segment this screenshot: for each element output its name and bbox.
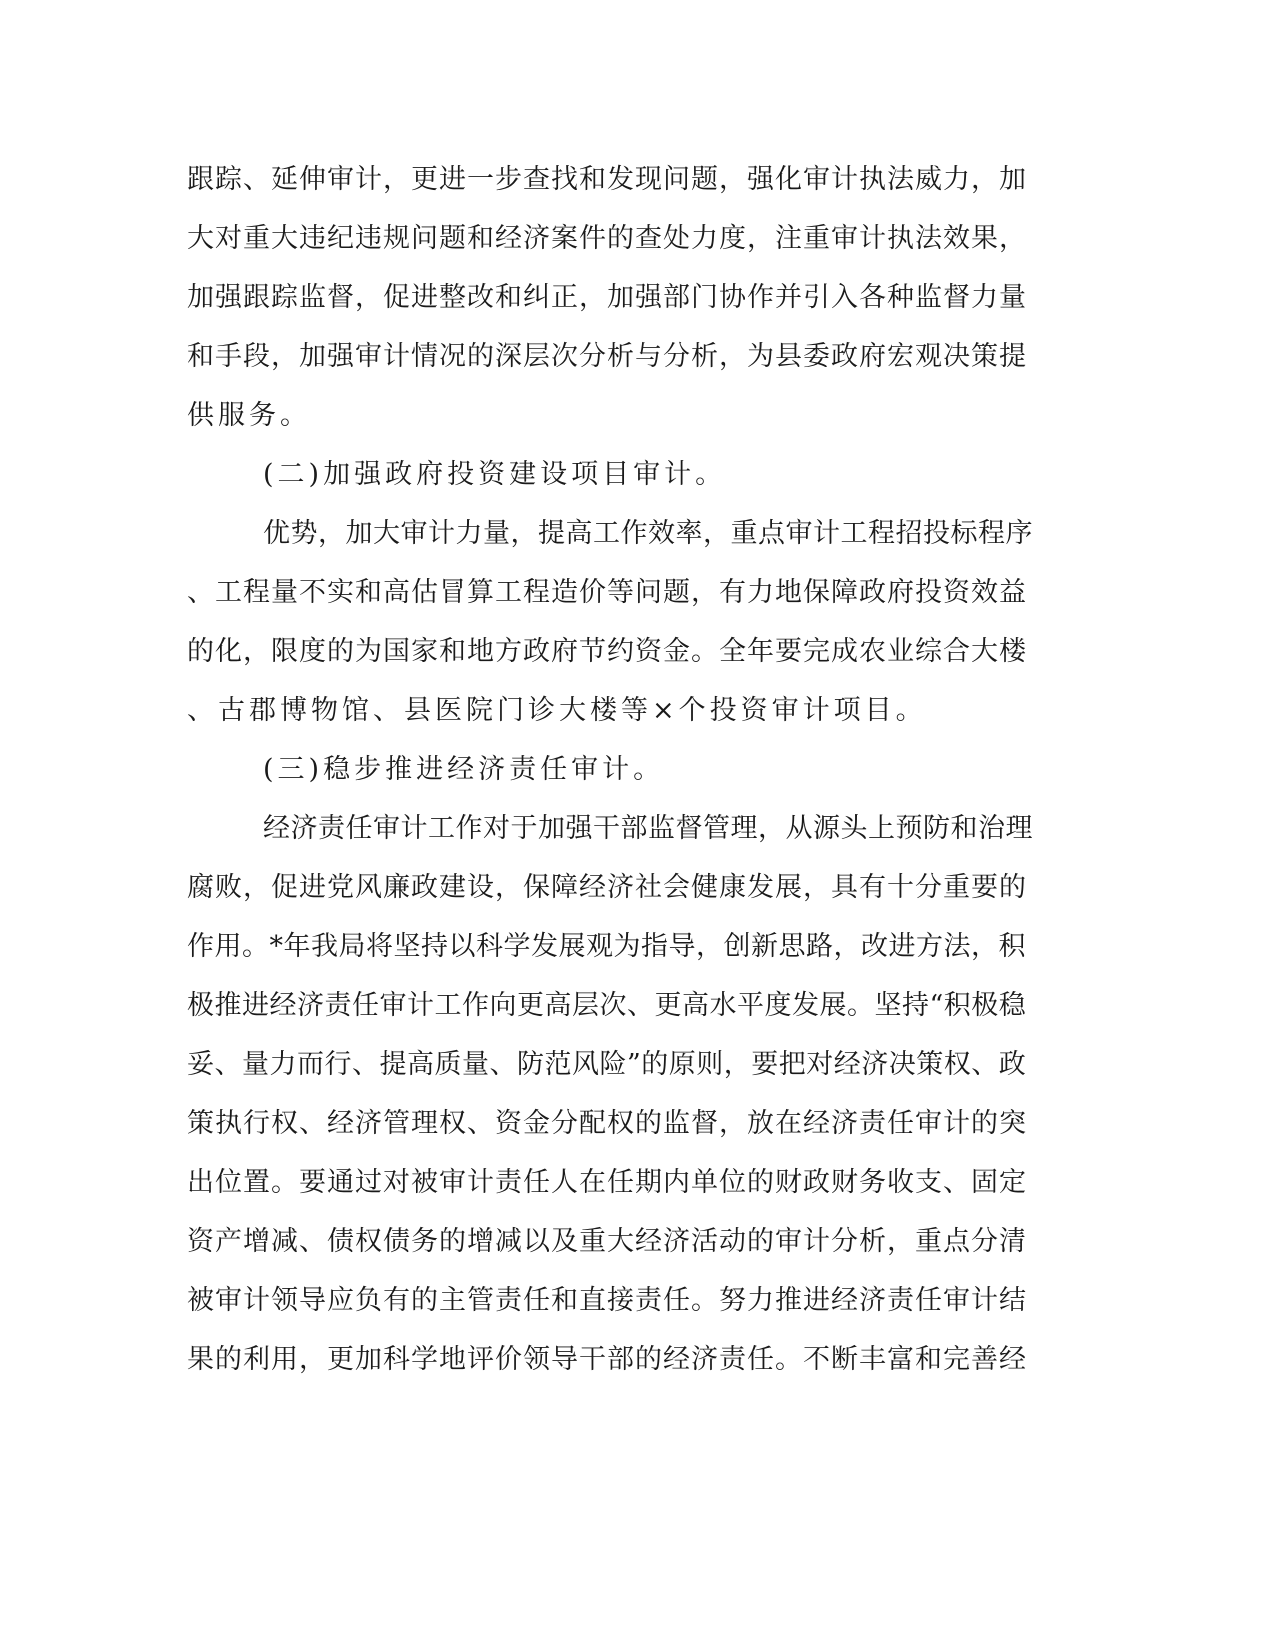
body-line: 经济责任审计工作对于加强干部监督管理，从源头上预防和治理 [263,813,1033,844]
body-line: 策执行权、经济管理权、资金分配权的监督，放在经济责任审计的突 [187,1108,1027,1139]
body-line: 、工程量不实和高估冒算工程造价等问题，有力地保障政府投资效益 [187,577,1027,608]
body-line: 出位置。要通过对被审计责任人在任期内单位的财政财务收支、固定 [187,1167,1027,1198]
body-line: 跟踪、延伸审计，更进一步查找和发现问题，强化审计执法威力，加 [187,164,1027,195]
body-line: 大对重大违纪违规问题和经济案件的查处力度，注重审计执法效果， [187,223,1027,254]
body-line: 加强跟踪监督，促进整改和纠正，加强部门协作并引入各种监督力量 [187,282,1027,313]
section-heading: (二)加强政府投资建设项目审计。 [263,459,727,490]
body-line: 的化，限度的为国家和地方政府节约资金。全年要完成农业综合大楼 [187,636,1027,667]
body-line: 供服务。 [187,400,311,431]
body-line: 资产增减、债权债务的增减以及重大经济活动的审计分析，重点分清 [187,1226,1027,1257]
body-line: 腐败，促进党风廉政建设，保障经济社会健康发展，具有十分重要的 [187,872,1027,903]
section-heading: (三)稳步推进经济责任审计。 [263,754,665,785]
body-line: 、古郡博物馆、县医院门诊大楼等×个投资审计项目。 [187,695,927,726]
body-line: 被审计领导应负有的主管责任和直接责任。努力推进经济责任审计结 [187,1285,1027,1316]
body-line: 作用。*年我局将坚持以科学发展观为指导，创新思路，改进方法，积 [187,931,1026,962]
body-line: 果的利用，更加科学地评价领导干部的经济责任。不断丰富和完善经 [187,1344,1027,1375]
body-line: 优势，加大审计力量，提高工作效率，重点审计工程招投标程序 [263,518,1033,549]
body-line: 和手段，加强审计情况的深层次分析与分析，为县委政府宏观决策提 [187,341,1027,372]
body-line: 妥、量力而行、提高质量、防范风险”的原则，要把对经济决策权、政 [187,1049,1027,1080]
body-line: 极推进经济责任审计工作向更高层次、更高水平度发展。坚持“积极稳 [187,990,1027,1021]
